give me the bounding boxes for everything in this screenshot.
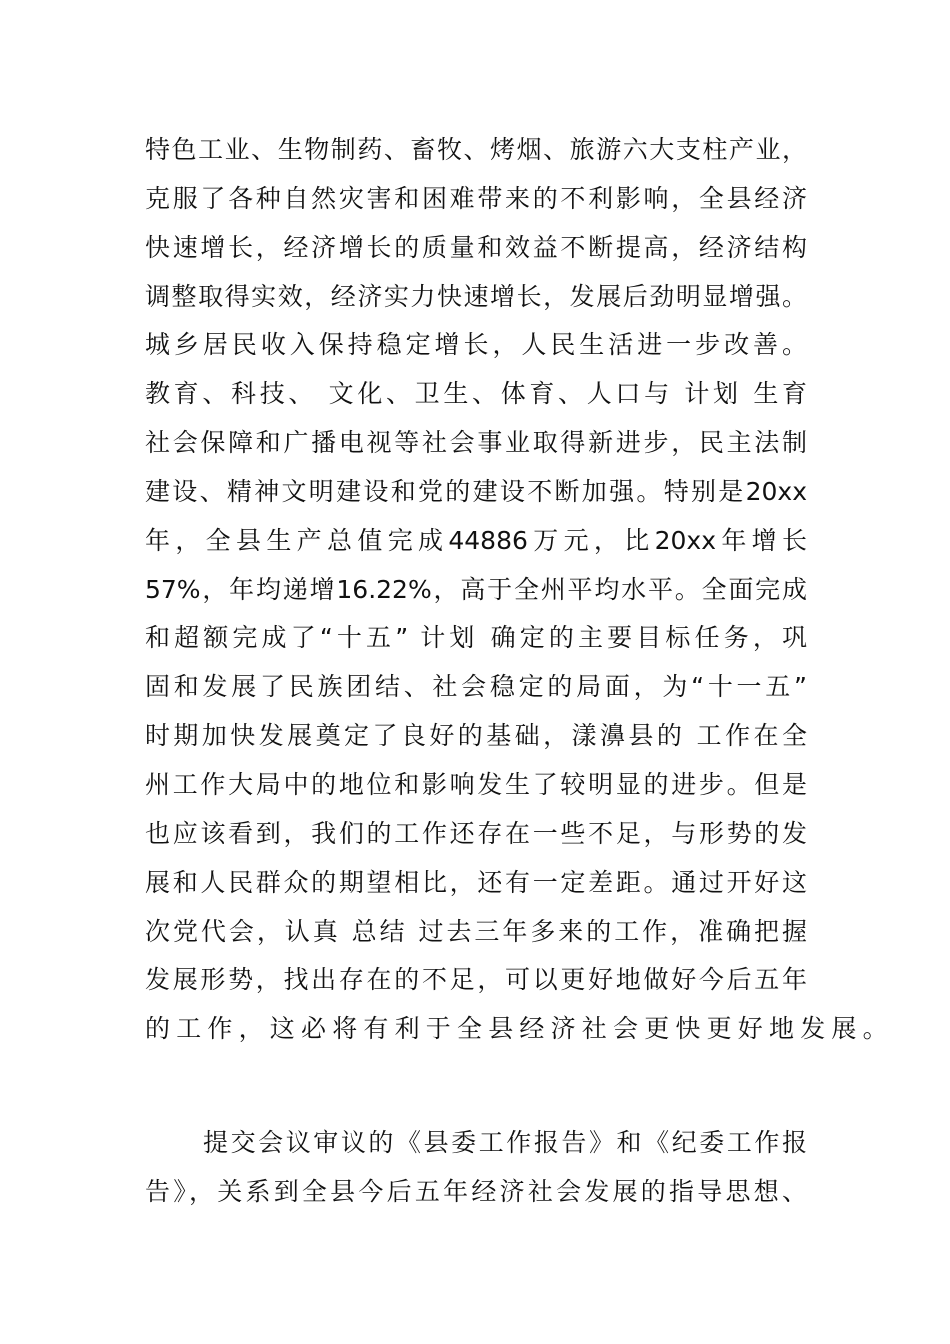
text-line: 年，全县生产总值完成44886万元，比20xx年增长 bbox=[145, 525, 807, 555]
text-line: 的工作，这必将有利于全县经济社会更快更好地发展。 bbox=[145, 1014, 894, 1044]
text-line: 克服了各种自然灾害和困难带来的不利影响，全县经济 bbox=[145, 183, 807, 213]
paragraph-1 bbox=[145, 126, 894, 1054]
text-line: 告》，关系到全县今后五年经济社会发展的指导思想、 bbox=[145, 1176, 807, 1206]
paragraph-2 bbox=[145, 1119, 807, 1217]
text-line: 和超额完成了“十五” 计划 确定的主要目标任务，巩 bbox=[145, 623, 807, 653]
text-line: 城乡居民收入保持稳定增长，人民生活进一步改善。 bbox=[145, 330, 807, 360]
text-line: 提交会议审议的《县委工作报告》和《纪委工作报 bbox=[203, 1128, 807, 1158]
text-line: 次党代会，认真 总结 过去三年多来的工作，准确把握 bbox=[145, 916, 807, 946]
text-line: 展和人民群众的期望相比，还有一定差距。通过开好这 bbox=[145, 867, 807, 897]
text-line: 教育、科技、 文化、卫生、体育、人口与 计划 生育 bbox=[145, 379, 807, 409]
text-line: 固和发展了民族团结、社会稳定的局面，为“十一五” bbox=[145, 672, 807, 702]
text-line: 发展形势，找出存在的不足，可以更好地做好今后五年 bbox=[145, 965, 807, 995]
text-line: 快速增长，经济增长的质量和效益不断提高，经济结构 bbox=[145, 232, 807, 262]
text-line: 调整取得实效，经济实力快速增长，发展后劲明显增强。 bbox=[145, 281, 807, 311]
text-line: 时期加快发展奠定了良好的基础，漾濞县的 工作在全 bbox=[145, 721, 807, 751]
text-line: 州工作大局中的地位和影响发生了较明显的进步。但是 bbox=[145, 769, 807, 799]
text-line: 特色工业、生物制药、畜牧、烤烟、旅游六大支柱产业， bbox=[145, 135, 807, 164]
text-line: 也应该看到，我们的工作还存在一些不足，与形势的发 bbox=[145, 818, 807, 848]
text-line: 57%，年均递增16.22%，高于全州平均水平。全面完成 bbox=[145, 574, 807, 604]
text-line: 建设、精神文明建设和党的建设不断加强。特别是20xx bbox=[145, 476, 807, 506]
document-page bbox=[145, 126, 894, 1217]
text-line: 社会保障和广播电视等社会事业取得新进步，民主法制 bbox=[145, 428, 807, 458]
paragraph-gap bbox=[145, 1054, 807, 1119]
